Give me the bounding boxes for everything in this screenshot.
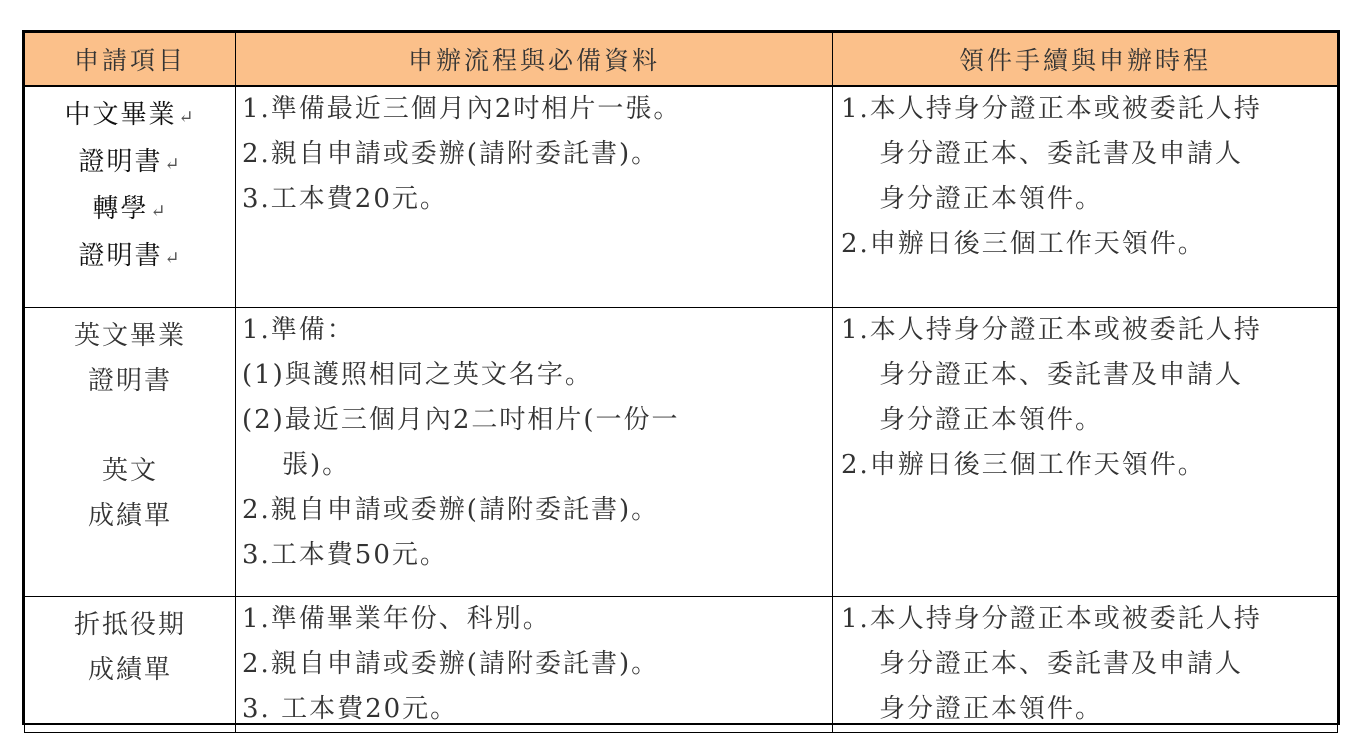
- procedure-line: 2.親自申請或委辦(請附委託書)。: [242, 649, 660, 679]
- pickup-line: 1.本人持身分證正本或被委託人持: [841, 315, 1262, 345]
- procedure-line: (2)最近三個月內2二吋相片(一份一: [242, 405, 680, 435]
- pickup-line: 身分證正本領件。: [879, 405, 1104, 435]
- procedure-line: 1.準備最近三個月內2吋相片一張。: [242, 94, 682, 124]
- pickup-line: 身分證正本、委託書及申請人: [879, 360, 1244, 390]
- item-cell: [25, 86, 236, 308]
- pickup-line: 身分證正本領件。: [879, 694, 1104, 724]
- procedure-line: 2.親自申請或委辦(請附委託書)。: [242, 139, 660, 169]
- item-line: 英文畢業: [73, 321, 186, 351]
- item-line: 成績單: [87, 501, 172, 531]
- procedure-line: 張)。: [282, 450, 351, 480]
- table-row: [25, 308, 1338, 597]
- item-line: 英文: [101, 456, 158, 486]
- procedure-line: 3.工本費50元。: [242, 540, 448, 570]
- procedure-line: (1)與護照相同之英文名字。: [242, 360, 593, 390]
- pickup-line: 身分證正本、委託書及申請人: [879, 139, 1244, 169]
- procedure-line: 1.準備畢業年份、科別。: [242, 604, 551, 634]
- pickup-line: 1.本人持身分證正本或被委託人持: [841, 94, 1262, 124]
- application-table: [22, 30, 1340, 725]
- item-line: 轉學 ↵: [92, 194, 168, 224]
- item-line: 證明書 ↵: [78, 241, 182, 271]
- procedure-line: 3. 工本費20元。: [242, 694, 459, 724]
- procedure-line: 2.親自申請或委辦(請附委託書)。: [242, 495, 660, 525]
- procedure-line: 3.工本費20元。: [242, 184, 448, 214]
- pickup-cell: [833, 597, 1338, 733]
- table-row: [25, 597, 1338, 733]
- item-cell: [25, 308, 236, 597]
- document-table: [24, 32, 1338, 733]
- table-header-row: [25, 33, 1338, 87]
- item-line: 成績單: [87, 655, 172, 685]
- procedure-cell: [236, 597, 833, 733]
- pickup-line: 2.申辦日後三個工作天領件。: [841, 229, 1206, 259]
- pickup-cell: [833, 86, 1338, 308]
- header-pickup: 領件手續與申辦時程: [833, 33, 1338, 87]
- pickup-line: 身分證正本領件。: [879, 184, 1104, 214]
- pickup-line: 2.申辦日後三個工作天領件。: [841, 450, 1206, 480]
- header-application-item: 申請項目: [25, 33, 236, 87]
- item-line: 中文畢業 ↵: [64, 100, 196, 130]
- pickup-line: 身分證正本、委託書及申請人: [879, 649, 1244, 679]
- procedure-cell: [236, 308, 833, 597]
- table-row: [25, 86, 1338, 308]
- item-line: 證明書: [87, 366, 172, 396]
- procedure-line: 1.準備：: [242, 315, 355, 345]
- pickup-cell: [833, 308, 1338, 597]
- item-cell: [25, 597, 236, 733]
- header-procedure: 申辦流程與必備資料: [236, 33, 833, 87]
- item-line: 折抵役期: [73, 610, 186, 640]
- pickup-line: 1.本人持身分證正本或被委託人持: [841, 604, 1262, 634]
- item-line: 證明書 ↵: [78, 147, 182, 177]
- procedure-cell: [236, 86, 833, 308]
